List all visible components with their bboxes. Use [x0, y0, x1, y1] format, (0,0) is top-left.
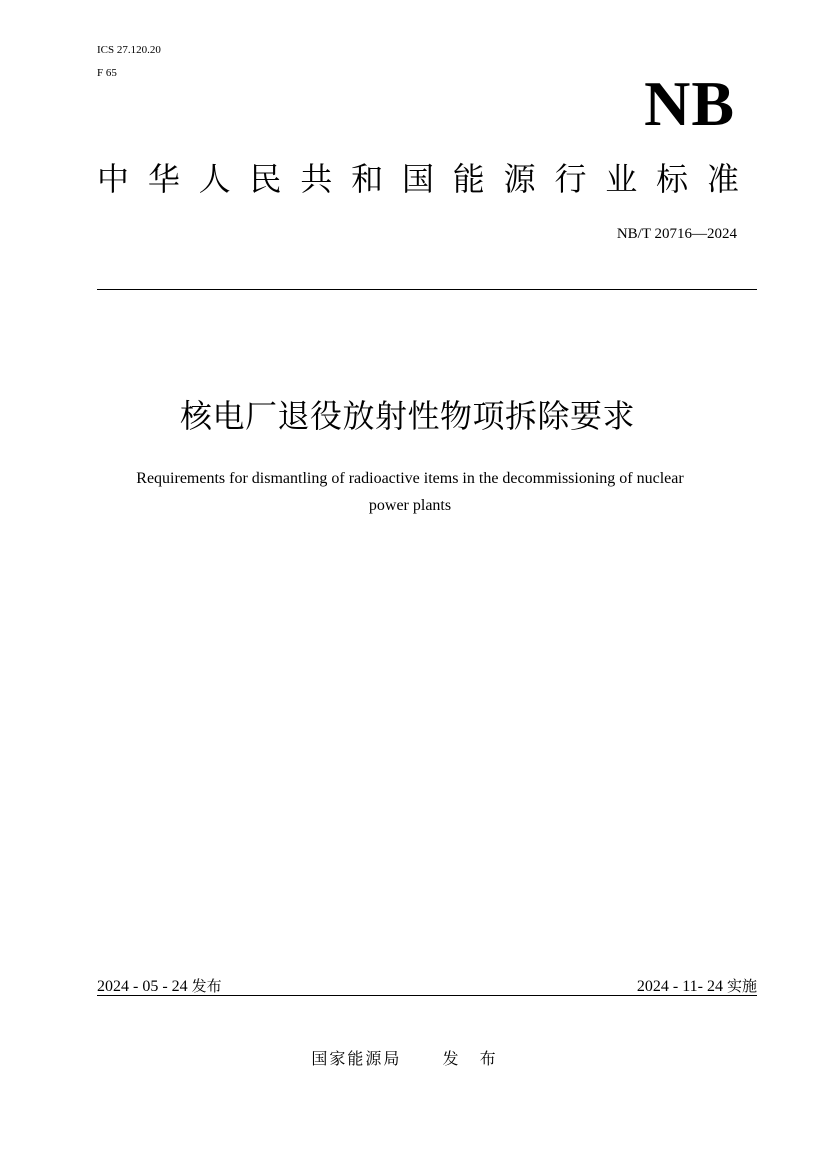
issuer-line	[0, 1047, 815, 1071]
title-char: 源	[503, 160, 536, 198]
title-char: 行	[554, 160, 587, 198]
title-char: 中	[97, 160, 130, 198]
issuer-name: 国家能源局	[311, 1049, 402, 1068]
document-title-english	[60, 465, 760, 519]
title-char: 准	[706, 160, 739, 198]
bottom-divider	[97, 995, 757, 996]
issuer-action: 发 布	[442, 1049, 504, 1068]
title-char: 标	[656, 160, 689, 198]
english-title-line-1: Requirements for dismantling of radioactive items in the decommissioning of nuclear	[136, 470, 684, 487]
title-char: 国	[401, 160, 434, 198]
nb-logo: NB	[644, 68, 735, 139]
document-title-chinese: 核电厂退役放射性物项拆除要求	[179, 397, 635, 435]
title-char: 和	[351, 160, 384, 198]
english-title-line-2: power plants	[368, 497, 452, 514]
title-char: 民	[249, 160, 282, 198]
title-char: 人	[198, 160, 231, 198]
implementation-date-label: 实施	[726, 977, 757, 995]
standard-category-title	[97, 156, 739, 202]
top-divider	[97, 289, 757, 290]
ics-code: ICS 27.120.20	[97, 44, 161, 56]
ccs-code: F 65	[97, 67, 117, 79]
issue-date-value: 2024 - 05 - 24	[97, 978, 188, 995]
implementation-date-value: 2024 - 11- 24	[636, 978, 723, 995]
title-char: 业	[605, 160, 638, 198]
title-char: 能	[452, 160, 485, 198]
title-char: 共	[300, 160, 333, 198]
title-char: 华	[147, 160, 180, 198]
issue-date-label: 发布	[191, 977, 222, 995]
standard-number: NB/T 20716—2024	[616, 226, 737, 242]
